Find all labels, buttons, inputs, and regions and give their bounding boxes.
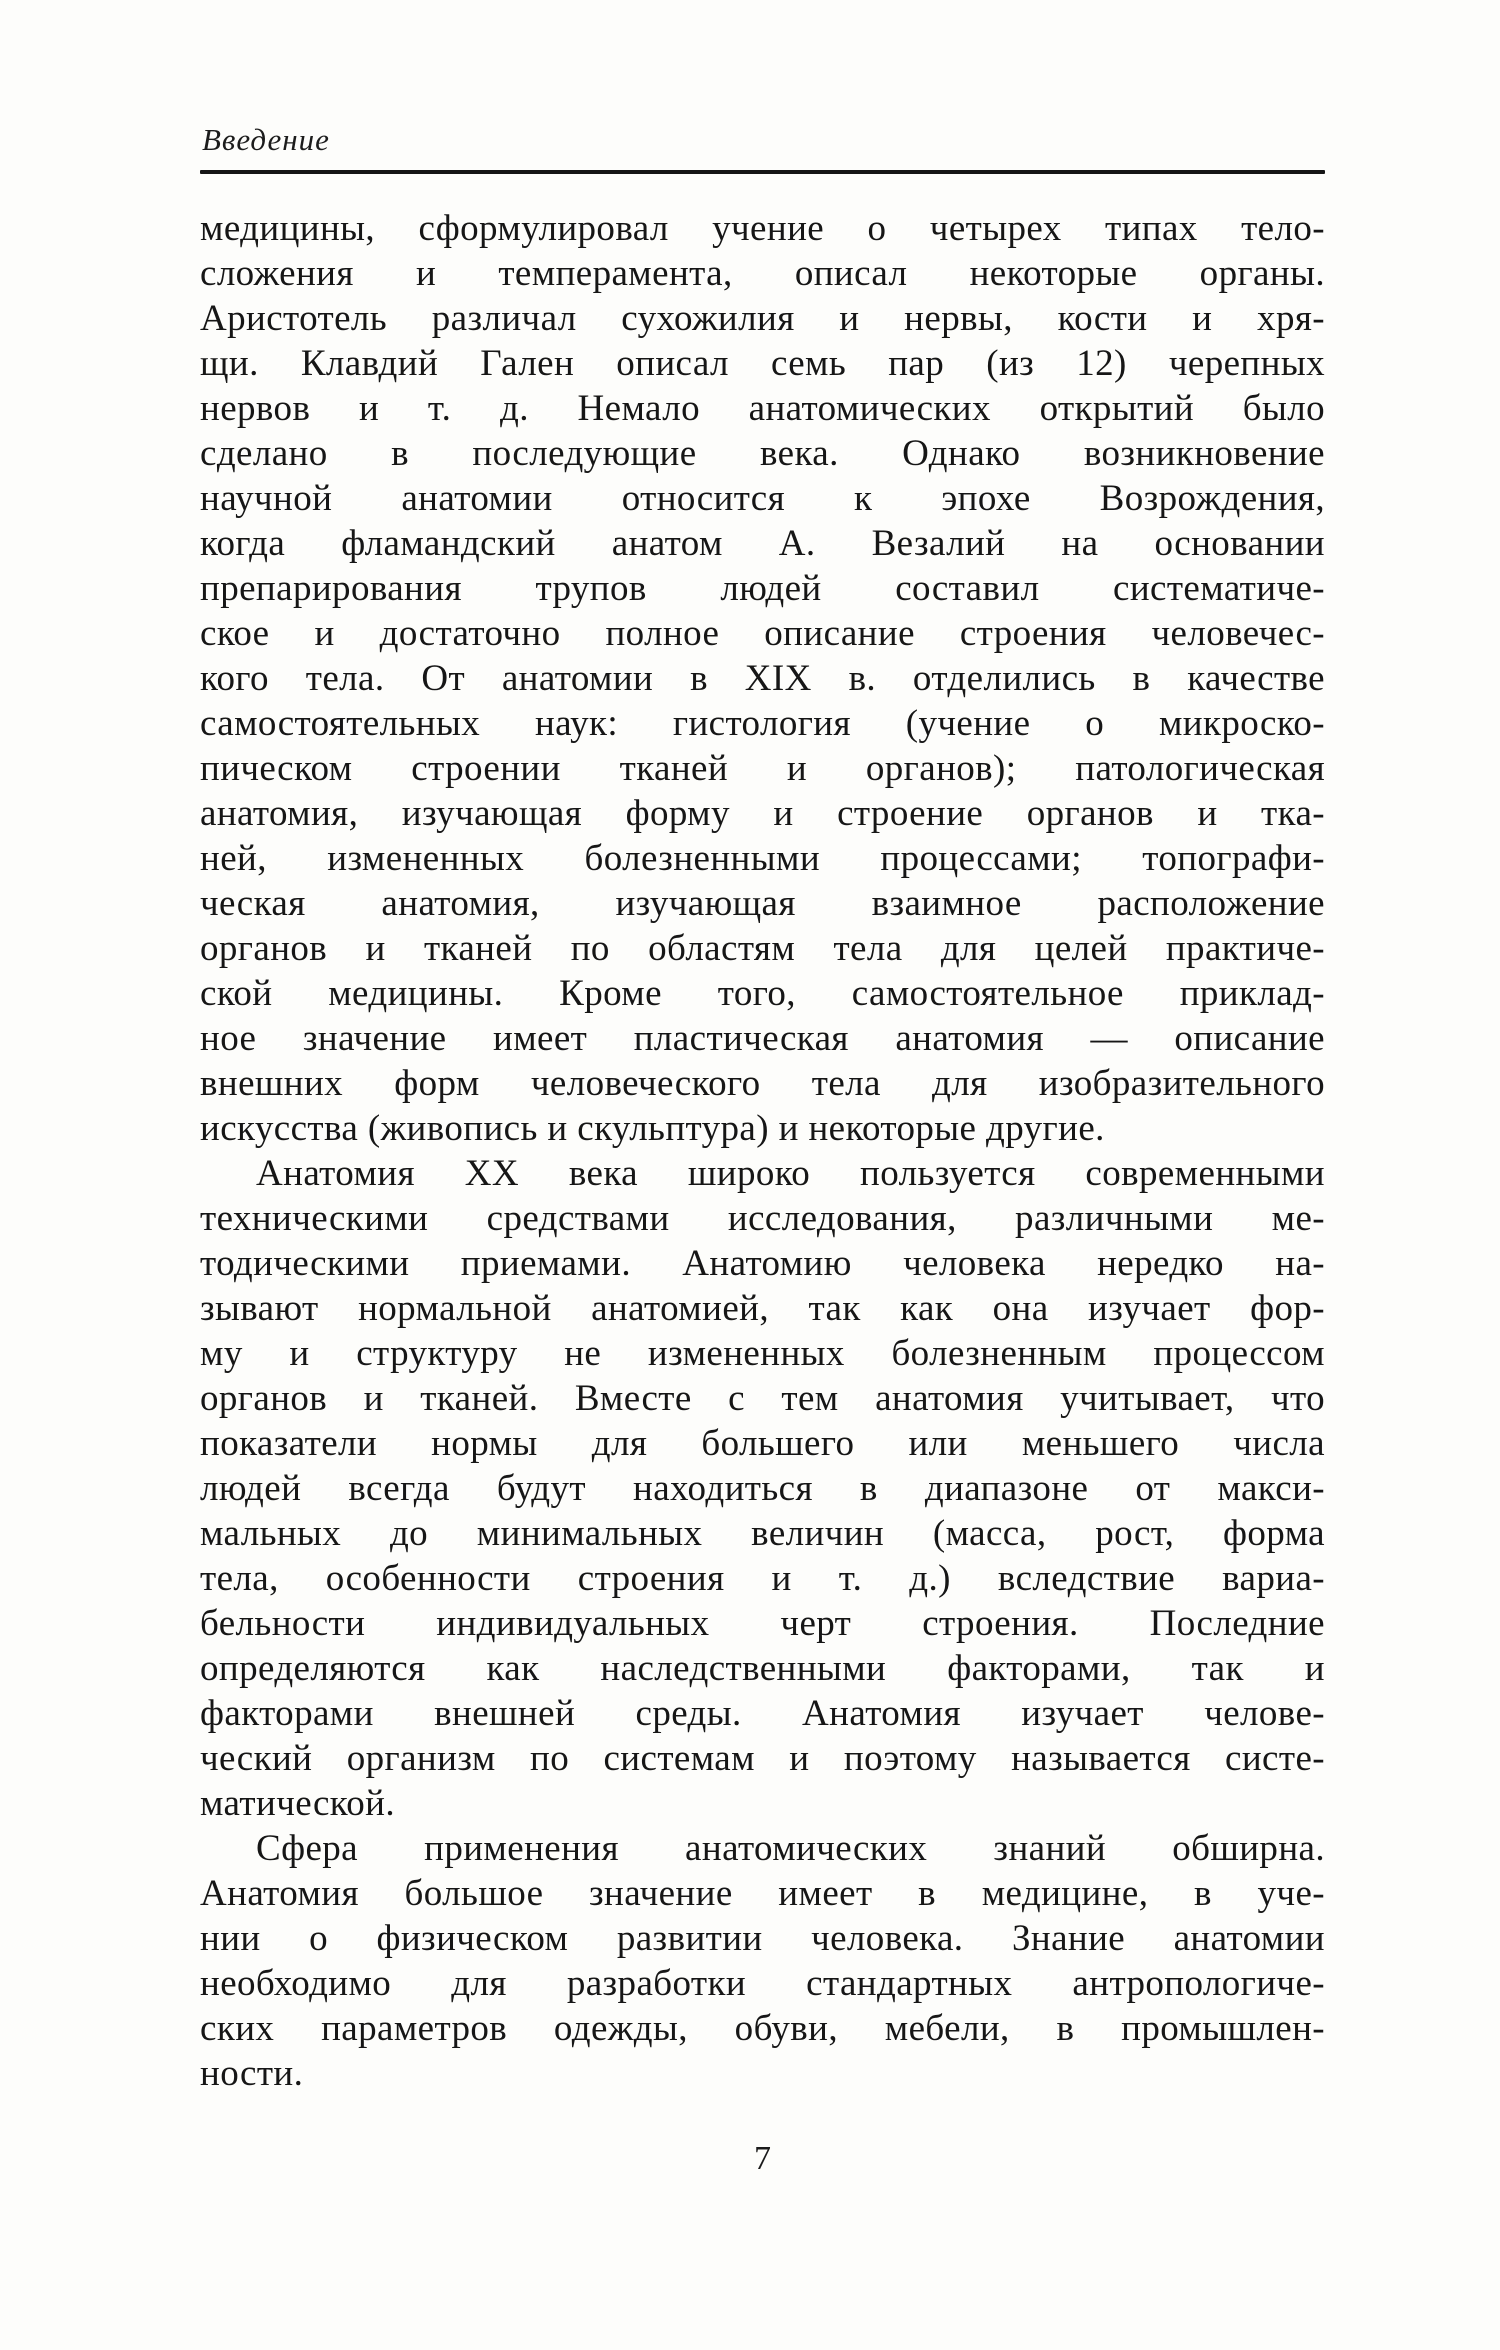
paragraph xyxy=(200,206,1325,1151)
text-line: Анатомия XX века широко пользуется современными xyxy=(256,1153,1325,1194)
text-line: факторами внешней среды. Анатомия изучает челове- xyxy=(200,1693,1325,1734)
text-line: анатомия, изучающая форму и строение органов и тка- xyxy=(200,793,1325,834)
text-block xyxy=(200,122,1325,2096)
text-line: сделано в последующие века. Однако возникновение xyxy=(200,433,1325,474)
text-line: необходимо для разработки стандартных антропологиче- xyxy=(200,1963,1325,2004)
text-line: му и структуру не измененных болезненным процессом xyxy=(200,1333,1325,1374)
text-line: бельности индивидуальных черт строения. Последние xyxy=(200,1603,1325,1644)
text-line: ней, измененных болезненными процессами; топографи- xyxy=(200,838,1325,879)
header-rule xyxy=(200,170,1325,174)
text-line: Сфера применения анатомических знаний обширна. xyxy=(256,1828,1325,1869)
page-number: 7 xyxy=(754,2140,771,2177)
text-line: научной анатомии относится к эпохе Возрождения, xyxy=(200,478,1325,519)
text-line: искусства (живопись и скульптура) и некоторые другие. xyxy=(200,1108,1105,1149)
body-text xyxy=(200,206,1325,2096)
text-line: ное значение имеет пластическая анатомия — описание xyxy=(200,1018,1325,1059)
text-line: тодическими приемами. Анатомию человека нередко на- xyxy=(200,1243,1325,1284)
text-line: органов и тканей по областям тела для целей практиче- xyxy=(200,928,1325,969)
text-line: внешних форм человеческого тела для изобразительного xyxy=(200,1063,1325,1104)
text-line: показатели нормы для большего или меньшего числа xyxy=(200,1423,1325,1464)
text-line: людей всегда будут находиться в диапазоне от макси- xyxy=(200,1468,1325,1509)
text-line: органов и тканей. Вместе с тем анатомия учитывает, что xyxy=(200,1378,1325,1419)
text-line: сложения и темперамента, описал некоторые органы. xyxy=(200,253,1325,294)
text-line: щи. Клавдий Гален описал семь пар (из 12) черепных xyxy=(200,343,1325,384)
text-line: медицины, сформулировал учение о четырех типах тело- xyxy=(200,208,1325,249)
text-line: Анатомия большое значение имеет в медицине, в уче- xyxy=(200,1873,1325,1914)
text-line: техническими средствами исследования, различными ме- xyxy=(200,1198,1325,1239)
text-line: ческий организм по системам и поэтому называется систе- xyxy=(200,1738,1325,1779)
text-line: ческая анатомия, изучающая взаимное расположение xyxy=(200,883,1325,924)
text-line: когда фламандский анатом А. Везалий на основании xyxy=(200,523,1325,564)
text-line: Аристотель различал сухожилия и нервы, кости и хря- xyxy=(200,298,1325,339)
text-line: нии о физическом развитии человека. Знание анатомии xyxy=(200,1918,1325,1959)
text-line: мальных до минимальных величин (масса, рост, форма xyxy=(200,1513,1325,1554)
text-line: ское и достаточно полное описание строения человечес- xyxy=(200,613,1325,654)
text-line: ности. xyxy=(200,2053,304,2094)
text-line: зывают нормальной анатомией, так как она изучает фор- xyxy=(200,1288,1325,1329)
paragraph xyxy=(200,1151,1325,1826)
text-line: определяются как наследственными факторами, так и xyxy=(200,1648,1325,1689)
text-line: ской медицины. Кроме того, самостоятельное приклад- xyxy=(200,973,1325,1014)
text-line: нервов и т. д. Немало анатомических открытий было xyxy=(200,388,1325,429)
text-line: тела, особенности строения и т. д.) вследствие вариа- xyxy=(200,1558,1325,1599)
text-line: матической. xyxy=(200,1783,396,1824)
text-line: кого тела. От анатомии в XIX в. отделились в качестве xyxy=(200,658,1325,699)
text-line: ских параметров одежды, обуви, мебели, в промышлен- xyxy=(200,2008,1325,2049)
text-line: пическом строении тканей и органов); патологическая xyxy=(200,748,1325,789)
text-line: самостоятельных наук: гистология (учение о микроско- xyxy=(200,703,1325,744)
text-line: препарирования трупов людей составил систематиче- xyxy=(200,568,1325,609)
running-header: Введение xyxy=(202,122,330,157)
paragraph xyxy=(200,1826,1325,2096)
